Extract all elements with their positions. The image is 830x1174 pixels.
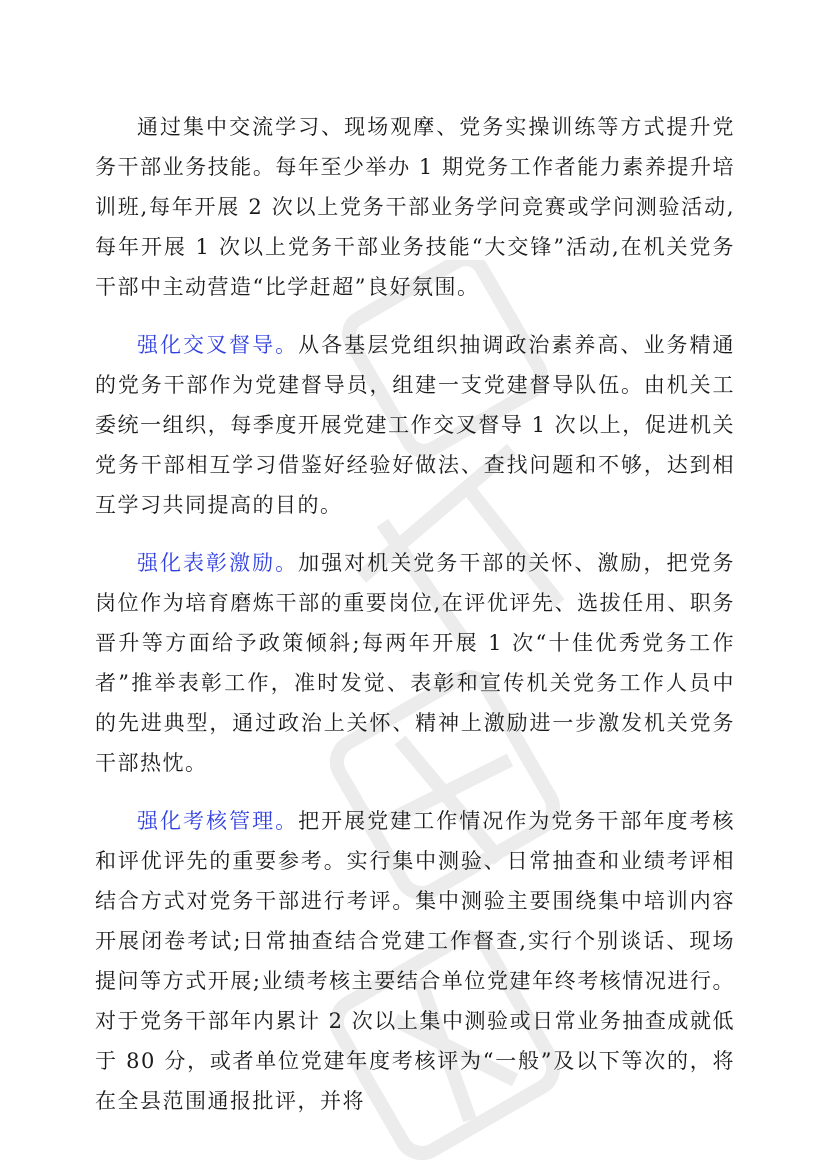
paragraph-2-body: 从各基层党组织抽调政治素养高、业务精通的党务干部作为党建督导员，组建一支党建督导队伍。由机关工委统一组织，每季度开展党建工作交叉督导 1 次以上，促进机关党务干部相互学习借鉴好经验好做法、查找问题和不够，达到相互学习共同提高的目的。 bbox=[95, 333, 735, 517]
paragraph-3-heading: 强化表彰激励。 bbox=[137, 551, 299, 575]
paragraph-2-heading: 强化交叉督导。 bbox=[137, 333, 299, 357]
paragraph-3 bbox=[95, 543, 735, 783]
document-body bbox=[95, 107, 735, 1139]
paragraph-1-body: 通过集中交流学习、现场观摩、党务实操训练等方式提升党务干部业务技能。每年至少举办 1 期党务工作者能力素养提升培训班,每年开展 2 次以上党务干部业务学问竞赛或学问测验活动,每年开展 1 次以上党务干部业务技能“大交锋”活动,在机关党务干部中主动营造“比学赶超”良好氛围。 bbox=[95, 115, 735, 299]
paragraph-3-body: 加强对机关党务干部的关怀、激励，把党务岗位作为培育磨炼干部的重要岗位,在评优评先、选拔任用、职务晋升等方面给予政策倾斜;每两年开展 1 次“十佳优秀党务工作者”推举表彰工作，准时发觉、表彰和宣传机关党务工作人员中的先进典型，通过政治上关怀、精神上激励进一步激发机关党务干部热忱。 bbox=[95, 551, 735, 775]
paragraph-4-body: 把开展党建工作情况作为党务干部年度考核和评优评先的重要参考。实行集中测验、日常抽查和业绩考评相结合方式对党务干部进行考评。集中测验主要围绕集中培训内容开展闭卷考试;日常抽查结合党建工作督查,实行个别谈话、现场提问等方式开展;业绩考核主要结合单位党建年终考核情况进行。对于党务干部年内累计 2 次以上集中测验或日常业务抽查成就低于 80 分，或者单位党建年度考核评为“一般”及以下等次的，将在全县范围通报批评，并将 bbox=[95, 809, 735, 1113]
paragraph-4-heading: 强化考核管理。 bbox=[137, 809, 299, 833]
paragraph-2 bbox=[95, 325, 735, 525]
paragraph-4 bbox=[95, 801, 735, 1121]
paragraph-1 bbox=[95, 107, 735, 307]
